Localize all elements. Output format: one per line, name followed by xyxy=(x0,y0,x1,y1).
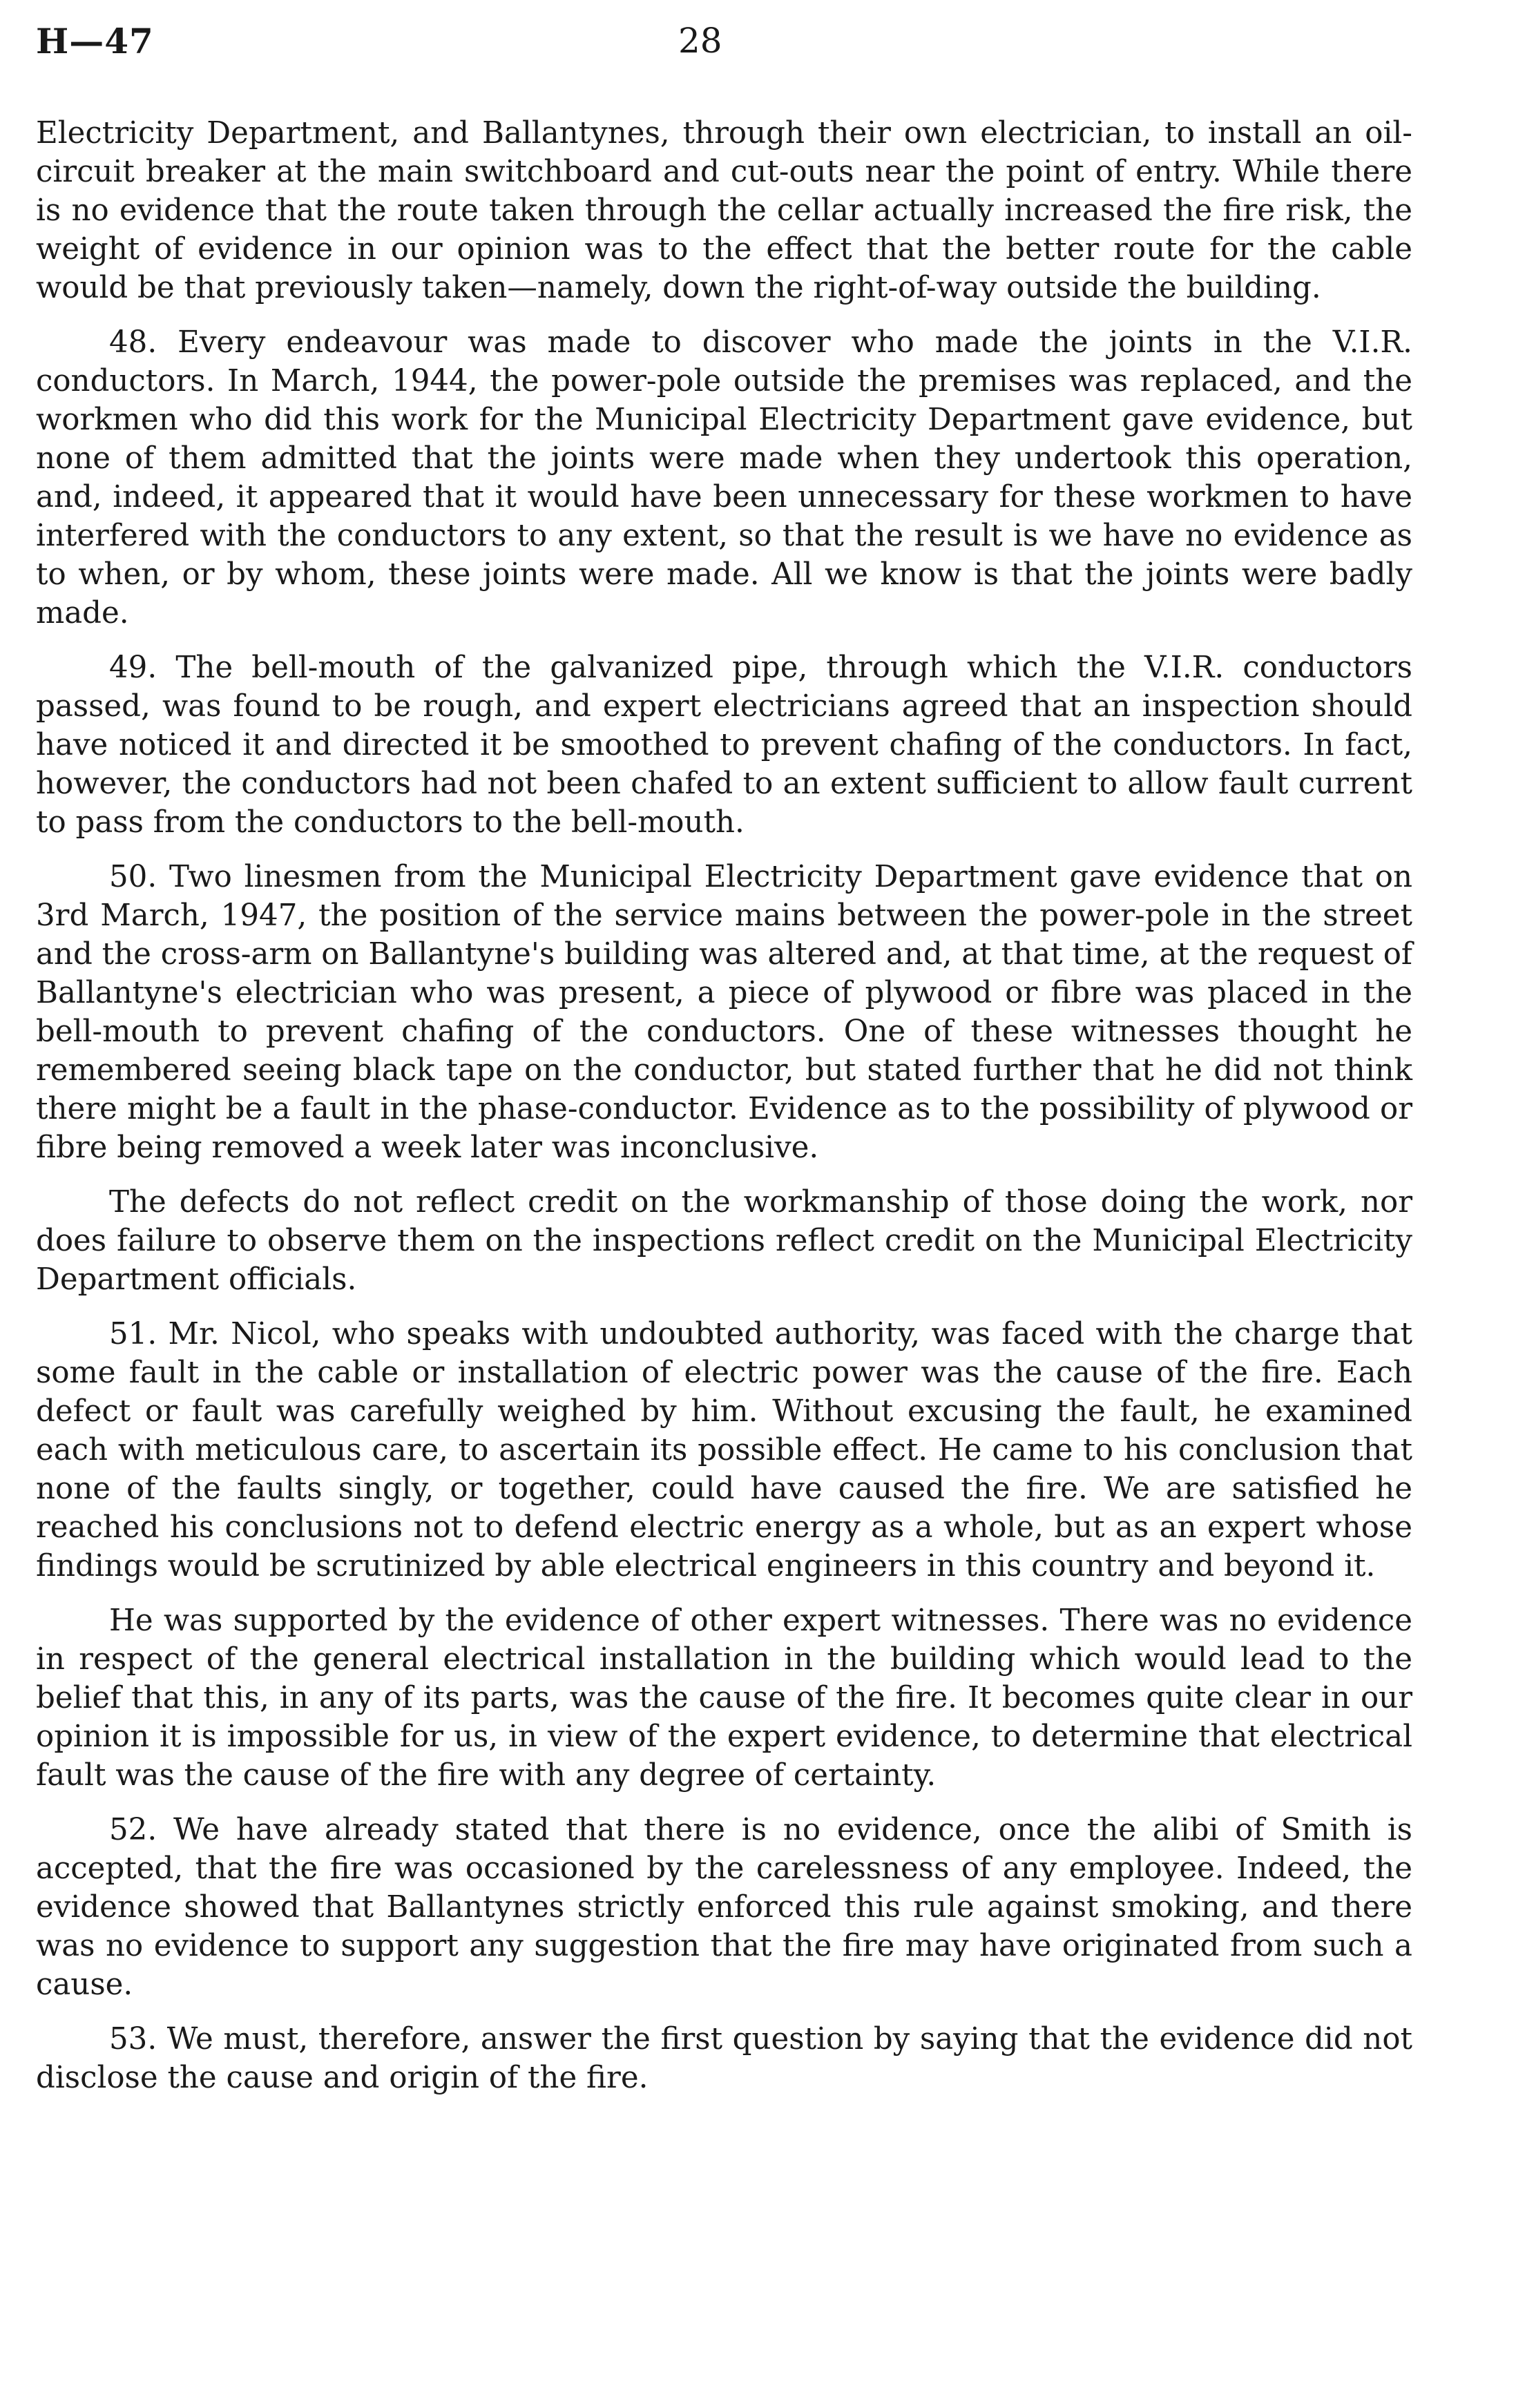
paragraph-50: 50. Two linesmen from the Municipal Electricity Department gave evidence that on 3rd March, 1947, the position of the service mains between the power-pole in the street and the cross-arm on Ballantyne's building was altered and, at that time, at the request of Ballantyne's electrician who was present, a piece of plywood or fibre was placed in the bell-mouth to prevent chafing of the conductors. One of these witnesses thought he remembered seeing black tape on the conductor, but stated further that he did not think there might be a fault in the phase-conductor. Evidence as to the possibility of plywood or fibre being removed a week later was inconclusive. xyxy=(36,860,1412,1165)
paragraph-49: 49. The bell-mouth of the galvanized pipe, through which the V.I.R. conductors passed, was found to be rough, and expert electricians agreed that an inspection should have noticed it and directed it be smoothed to prevent chafing of the conductors. In fact, however, the conductors had not been chafed to an extent sufficient to allow fault current to pass from the conductors to the bell-mouth. xyxy=(36,651,1412,840)
page-number: 28 xyxy=(678,21,722,61)
paragraph-51: 51. Mr. Nicol, who speaks with undoubted authority, was faced with the charge that some fault in the cable or installation of electric power was the cause of the fire. Each defect or fault was carefully weighed by him. Without excusing the fault, he examined each with meticulous care, to ascertain its possible effect. He came to his conclusion that none of the faults singly, or together, could have caused the fire. We are satisfied he reached his conclusions not to defend electric energy as a whole, but as an expert whose findings would be scrutinized by able electrical engineers in this country and beyond it. xyxy=(36,1317,1412,1583)
paragraph-continuation: Electricity Department, and Ballantynes, through their own electrician, to install an oil-circuit breaker at the main switchboard and cut-outs near the point of entry. While there is no evidence that the route taken through the cellar actually increased the fire risk, the weight of evidence in our opinion was to the effect that the better route for the cable would be that previously taken—namely, down the right-of-way outside the building. xyxy=(36,116,1412,305)
page-header xyxy=(36,21,1480,76)
paragraph-53: 53. We must, therefore, answer the first question by saying that the evidence did not disclose the cause and origin of the fire. xyxy=(36,2022,1412,2095)
paragraph-expert-witnesses: He was supported by the evidence of other expert witnesses. There was no evidence in respect of the general electrical installation in the building which would lead to the belief that this, in any of its parts, was the cause of the fire. It becomes quite clear in our opinion it is impossible for us, in view of the expert evidence, to determine that electrical fault was the cause of the fire with any degree of certainty. xyxy=(36,1603,1412,1793)
paragraph-defects: The defects do not reflect credit on the workmanship of those doing the work, nor does failure to observe them on the inspections reflect credit on the Municipal Electricity Department officials. xyxy=(36,1185,1412,1297)
document-id: H—47 xyxy=(36,21,154,61)
body-text xyxy=(36,114,1412,2113)
paragraph-48: 48. Every endeavour was made to discover who made the joints in the V.I.R. conductors. In March, 1944, the power-pole outside the premises was replaced, and the workmen who did this work for the Municipal Electricity Department gave evidence, but none of them admitted that the joints were made when they undertook this operation, and, indeed, it appeared that it would have been unnecessary for these workmen to have interfered with the conductors to any extent, so that the result is we have no evidence as to when, or by whom, these joints were made. All we know is that the joints were badly made. xyxy=(36,325,1412,630)
paragraph-52: 52. We have already stated that there is no evidence, once the alibi of Smith is accepted, that the fire was occasioned by the carelessness of any employee. Indeed, the evidence showed that Ballantynes strictly enforced this rule against smoking, and there was no evidence to support any suggestion that the fire may have originated from such a cause. xyxy=(36,1813,1412,2002)
